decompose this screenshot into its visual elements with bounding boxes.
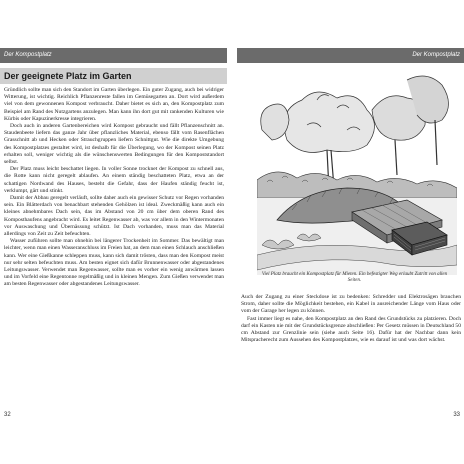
paragraph: Fast immer liegt es nahe, den Kompostplatz an den Rand des Grundstücks zu platzieren. Doch darf ein Kasten nie mit der Grundstücksgrenze abschließen: Per Gesetz müssen in Deutschland 50 cm Abstand zur Grenzlinie sein (siehe auch Seite 16). Dafür hat der Nachbar dann kein Mitspracherecht zum Aussehen des Kompostplatzes, wie es darauf ist und was dort wächst.: [241, 315, 461, 344]
page-number-right: 33: [453, 412, 460, 418]
left-page: [0, 48, 227, 420]
paragraph: Der Platz muss leicht beschattet liegen. In voller Sonne trocknet der Kompost zu schnell aus, die Rotte kann nicht geregelt ablaufen. An einem ständig beschatteten Platz, etwa an der schattigen Nordwand des Hauses, besteht die Gefahr, dass der Haufen ständig feucht ist, verklumpt, gärt und stinkt.: [4, 166, 224, 194]
running-head-left: Der Kompostplatz: [0, 48, 227, 63]
compost-garden-illustration: [257, 70, 457, 275]
page-number-left: 32: [4, 412, 11, 418]
illustration-caption: Viel Platz braucht ein Kompostplatz für Mieten. Ein befestigter Weg erlaubt Zutritt von allen Seiten.: [261, 272, 448, 283]
section-heading: Der geeignete Platz im Garten: [0, 68, 227, 84]
running-head-right: Der Kompostplatz: [237, 48, 464, 63]
paragraph: Auch der Zugang zu einer Steckdose ist zu bedenken: Schredder und Elektrosägen brauchen Strom, daher sollte die Möglichkeit bestehen, ein Kabel in ausreichender Länge vom Haus oder vom der Garage her legen zu können.: [241, 294, 461, 315]
right-body-text: [241, 294, 461, 406]
paragraph: Gründlich sollte man sich den Standort im Garten überlegen. Ein guter Zugang, auch bei widriger Witterung, ist wichtig. Reichlich Pflanzenreste fallen im Gemüsegarten an. Dort wird außerdem viel von dem gewonnenen Kompost verbraucht. Daher bietet es sich an, den Kompostplatz zum Beispiel am Rand des Nutzgartens anzulegen. Man kann ihn dort gut mit rankenden Kulturen wie Kürbis oder Kapuzinerkresse integrieren.: [4, 87, 224, 122]
right-page: [237, 48, 464, 420]
paragraph: Doch auch in anderen Gartenbereichen wird Kompost gebraucht und fällt Pflanzenschnitt an. Staudenbeete liefern das ganze Jahr über pflanzliches Material, ebenso fällt vom Rasenflächen Grasschnitt ab und Hecken oder Strauchgruppen liefern Schnittgut. Wie die direkte Umgebung des Kompostplatzes gestaltet wird, ist deshalb für die Überlegung, wo der Kompost seinen Platz erhalten soll, weniger wichtig als die wünschenswerten Bedingungen für den Kompoststandort selbst.: [4, 123, 224, 166]
left-body-text: [4, 87, 224, 405]
paragraph: Wasser zuführen sollte man ohnehin bei längerer Trockenheit im Sommer. Das bewältigt man leichter, wenn man einen Wasseranschluss im Freien hat, an dem man einen Schlauch anschließen kann. Wer eine Gießkanne schleppen muss, kann sich damit trösten, dass man den Kompost meist nur sehr selten befeuchten muss. Am besten eignet sich dafür Brunnenwasser oder abgestandenes Leitungswasser. Verwendet man Regenwasser, sollte man es vorher ein wenig anwärmen lassen und im Vorfeld eine Regentonne regelmäßig und in kleinen Mengen. Zum Gießen verwendet man am besten Regenwasser oder abgestandenes Leitungswasser.: [4, 238, 224, 288]
paragraph: Damit der Abbau geregelt verläuft, sollte daher auch ein gewisser Schutz vor Regen vorhanden sein. Ein Blätterdach von benachbart stehenden Gehölzen ist ideal. Zweckmäßig kann auch ein kleines abnehmbares Dach sein, das im Abstand von 20 cm über dem oberen Rand des Komposthaufens angebracht wird. Es leitet Regenwasser ab, was vor allem in den Wintermonaten vor Auswaschung und Übernässung schützt. Ist Dach vorhanden, muss man das Material allerdings von Zeit zu Zeit befeuchten.: [4, 195, 224, 238]
